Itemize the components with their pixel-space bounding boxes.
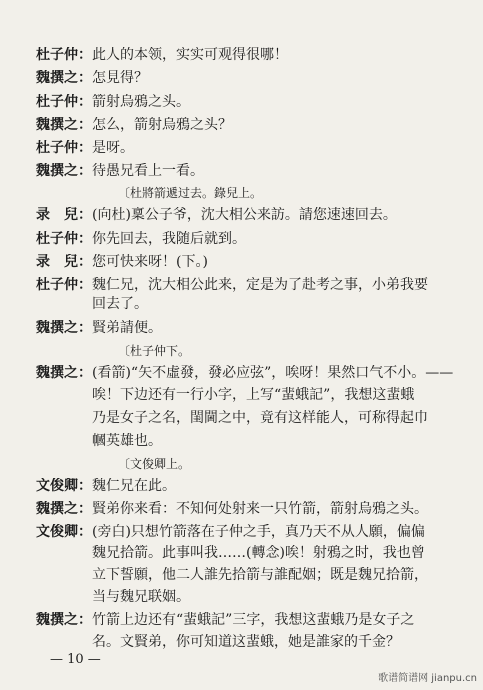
continuation-line (92, 567, 461, 583)
dialogue-line (36, 163, 461, 179)
line-text: 当与魏兄联姻。 (92, 589, 190, 605)
line-text: 是呀。 (92, 140, 134, 156)
line-text: 怎么，箭射烏鴉之头？ (92, 117, 232, 133)
dialogue-line (36, 117, 461, 133)
page-number: — 10 — (50, 652, 101, 667)
speaker-name: 魏撰之： (36, 501, 92, 517)
speaker-name: 录 兒： (36, 254, 92, 270)
speaker-name: 魏撰之： (36, 70, 92, 86)
line-text: 竹箭上边还有“蜚蛾記”三字，我想这蜚蛾乃是女子之 (92, 612, 415, 628)
line-text: 乃是女子之名，閨閫之中，竟有这样能人，可称得起巾 (92, 410, 428, 426)
line-text: 賢弟請便。 (92, 320, 162, 336)
stage-direction (118, 456, 461, 472)
direction-text: 〔文俊卿上。 (118, 457, 191, 471)
line-text: 立下誓願，他二人誰先拾箭与誰配姻；既是魏兄拾箭， (92, 567, 428, 583)
line-text: (看箭)“矢不虛發，發必应弦”，唉呀！果然口气不小。—— (92, 365, 454, 381)
continuation-line (92, 387, 461, 403)
dialogue-line (36, 478, 461, 494)
continuation-line (92, 634, 461, 650)
dialogue-line (36, 140, 461, 156)
line-text: 唉！下边还有一行小字，上写“蜚蛾記”，我想这蜚蛾 (92, 387, 415, 403)
line-text: (向杜)稟公子爷，沈大相公来訪。請您速速回去。 (92, 207, 397, 223)
direction-text: 〔杜子仲下。 (118, 344, 191, 358)
speaker-name: 魏撰之： (36, 117, 92, 133)
line-text: 此人的本领，实实可观得很哪！ (92, 47, 288, 63)
line-text: 名。文賢弟，你可知道这蜚蛾，她是誰家的千金？ (92, 634, 400, 650)
dialogue-line (36, 277, 461, 293)
dialogue-line (36, 231, 461, 247)
dialogue-line (36, 70, 461, 86)
watermark: 歌谱简谱网 jianpu.cn (378, 673, 477, 684)
line-text: 幗英雄也。 (92, 433, 162, 449)
line-text: 賢弟你来看：不知何处射来一只竹箭，箭射烏鴉之头。 (92, 501, 428, 517)
dialogue-line (36, 94, 461, 110)
line-text: 魏兄拾箭。此事叫我……(轉念)唉！射鴉之时，我也曾 (92, 545, 425, 561)
dialogue-line (36, 524, 461, 540)
dialogue-line (36, 612, 461, 628)
line-text: 你先回去，我随后就到。 (92, 231, 246, 247)
dialogue-line (36, 254, 461, 270)
speaker-name: 魏撰之： (36, 163, 92, 179)
continuation-line (92, 545, 461, 561)
dialogue-line (36, 365, 461, 381)
stage-direction (118, 185, 461, 201)
stage-direction (118, 343, 461, 359)
line-text: (旁白)只想竹箭落在子仲之手，真乃天不从人願，偏偏 (92, 524, 425, 540)
line-text: 回去了。 (92, 296, 148, 312)
speaker-name: 文俊卿： (36, 524, 92, 540)
speaker-name: 杜子仲： (36, 231, 92, 247)
line-text: 您可快来呀！(下。) (92, 254, 208, 270)
continuation-line (92, 410, 461, 426)
line-text: 待愚兄看上一看。 (92, 163, 204, 179)
speaker-name: 魏撰之： (36, 365, 92, 381)
line-text: 魏仁兄在此。 (92, 478, 176, 494)
direction-text: 〔杜將箭遞过去。錄兒上。 (118, 186, 263, 200)
speaker-name: 魏撰之： (36, 320, 92, 336)
speaker-name: 文俊卿： (36, 478, 92, 494)
continuation-line (92, 589, 461, 605)
continuation-line (92, 433, 461, 449)
speaker-name: 魏撰之： (36, 612, 92, 628)
speaker-name: 录 兒： (36, 207, 92, 223)
line-text: 魏仁兄，沈大相公此来，定是为了赴考之事，小弟我要 (92, 277, 428, 293)
speaker-name: 杜子仲： (36, 47, 92, 63)
speaker-name: 杜子仲： (36, 277, 92, 293)
dialogue-line (36, 320, 461, 336)
line-text: 箭射烏鴉之头。 (92, 94, 190, 110)
dialogue-line (36, 501, 461, 517)
speaker-name: 杜子仲： (36, 94, 92, 110)
line-text: 怎見得？ (92, 70, 148, 86)
dialogue-line (36, 47, 461, 63)
speaker-name: 杜子仲： (36, 140, 92, 156)
dialogue-line (36, 207, 461, 223)
continuation-line (92, 296, 461, 312)
